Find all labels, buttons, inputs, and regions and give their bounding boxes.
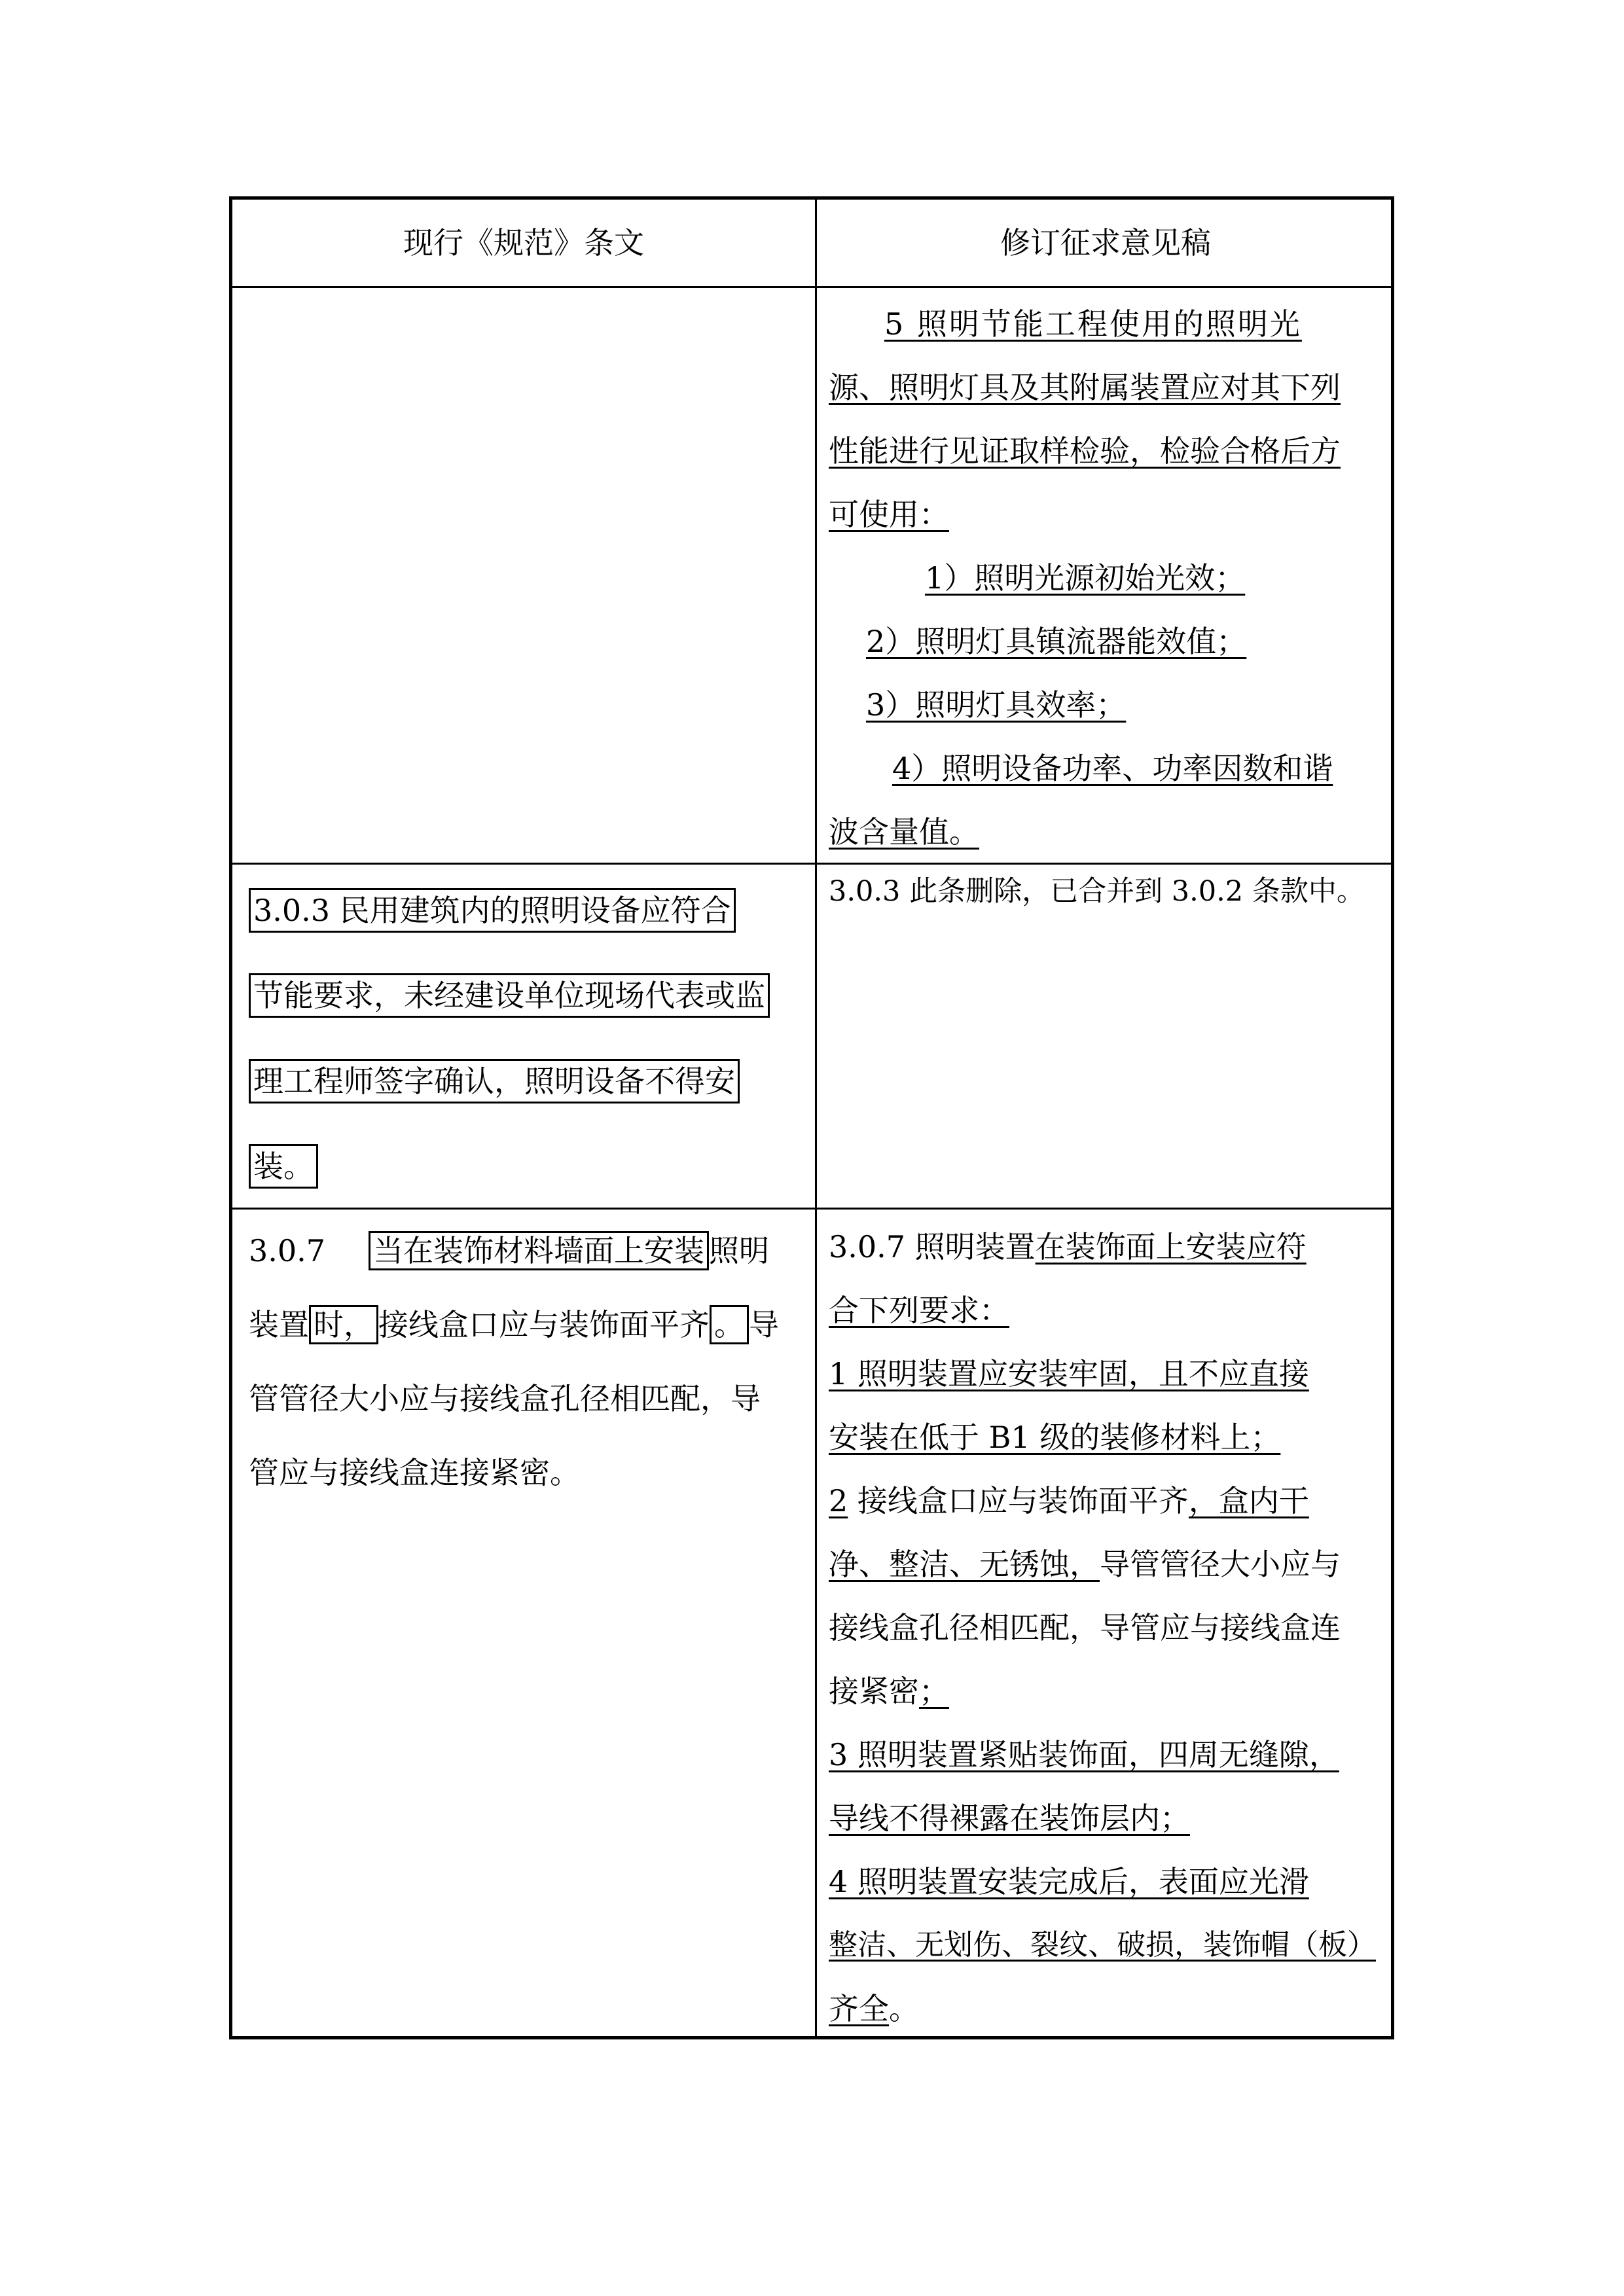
- row3-right-underlined: 在装饰面上安装应符: [1035, 1229, 1307, 1265]
- header-left: 现行《规范》条文: [403, 225, 644, 260]
- row1-line-4: 可使用：: [829, 497, 949, 532]
- row2-left-line-4: 装。: [249, 1144, 318, 1189]
- row3-right-underlined: 净、整洁、无锈蚀，: [829, 1547, 1100, 1582]
- row3-right-line-7: 接线盒孔径相匹配，导管应与接线盒连: [829, 1610, 1341, 1645]
- row2-left-cell: [232, 865, 815, 1208]
- row3-left-line-4: 管应与接线盒连接紧密。: [249, 1455, 580, 1490]
- row3-left-line-1: [249, 1230, 769, 1271]
- row3-right-line-12: 整洁、无划伤、裂纹、破损，装饰帽（板）: [829, 1928, 1376, 1962]
- row1-line-8: 4）照明设备功率、功率因数和谐: [892, 751, 1333, 786]
- row2-left-line-2: 节能要求，未经建设单位现场代表或监: [249, 973, 770, 1018]
- row3-right-underlined: 齐全: [829, 1991, 889, 2026]
- row1-right-cell: [817, 288, 1394, 863]
- row3-left-boxed-phrase: 。: [710, 1305, 749, 1344]
- row2-right-cell: [817, 865, 1394, 1208]
- row2-right-text: 3.0.3 此条删除，已合并到 3.0.2 条款中。: [829, 875, 1365, 908]
- row3-left-boxed-phrase: 当在装饰材料墙面上安装: [369, 1231, 709, 1270]
- row3-left-clause-number: 3.0.7: [249, 1233, 326, 1268]
- row3-right-line-8: [829, 1671, 949, 1712]
- row3-right-underlined: ，盒内干: [1188, 1483, 1309, 1518]
- row3-right-line-1: [829, 1227, 1307, 1267]
- row3-right-line-13: [829, 1988, 919, 2029]
- row3-right-text: 。: [889, 1991, 919, 2026]
- row3-left-cell: [232, 1210, 815, 2039]
- row3-left-line-2: [249, 1304, 779, 1345]
- row3-right-line-2: 合下列要求：: [829, 1293, 1009, 1328]
- row2-left-line-1: 3.0.3 民用建筑内的照明设备应符合: [249, 888, 736, 933]
- row3-right-line-4: 安装在低于 B1 级的装修材料上；: [829, 1420, 1281, 1455]
- row3-right-line-9: 3 照明装置紧贴装饰面，四周无缝隙，: [829, 1737, 1339, 1772]
- row3-right-line-10: 导线不得裸露在装饰层内；: [829, 1801, 1190, 1836]
- row3-right-underlined: 2: [829, 1483, 848, 1518]
- row3-right-text: 3.0.7 照明装置: [829, 1229, 1036, 1265]
- row3-right-text: 接紧密: [829, 1674, 919, 1709]
- row1-line-5: 1）照明光源初始光效；: [925, 560, 1246, 596]
- row3-left-boxed-phrase: 时，: [309, 1305, 378, 1344]
- row2-left-line-3: 理工程师签字确认，照明设备不得安: [249, 1059, 740, 1103]
- row3-left-text: 装置: [249, 1307, 309, 1342]
- row3-left-text: 导: [749, 1307, 779, 1342]
- row1-line-3: 性能进行见证取样检验，检验合格后方: [829, 433, 1341, 469]
- row3-right-line-11: 4 照明装置安装完成后，表面应光滑: [829, 1864, 1309, 1899]
- row3-left-text: 照明: [709, 1233, 770, 1268]
- row3-right-text: 导管管径大小应与: [1100, 1547, 1341, 1582]
- row3-right-underlined: ；: [919, 1674, 949, 1709]
- row3-right-cell: [817, 1210, 1394, 2039]
- row1-line-1: 5 照明节能工程使用的照明光: [884, 306, 1302, 342]
- row3-right-text: 接线盒口应与装饰面平齐: [848, 1483, 1189, 1518]
- row1-line-7: 3）照明灯具效率；: [866, 687, 1127, 723]
- row1-line-9: 波含量值。: [829, 814, 979, 850]
- row3-right-line-6: [829, 1544, 1341, 1585]
- row3-left-line-3: 管管径大小应与接线盒孔径相匹配，导: [249, 1381, 761, 1416]
- row3-right-line-5: [829, 1480, 1309, 1521]
- row3-left-text: 接线盒口应与装饰面平齐: [378, 1307, 710, 1342]
- header-right: 修订征求意见稿: [1000, 225, 1211, 260]
- row3-right-line-3: 1 照明装置应安装牢固，且不应直接: [829, 1356, 1309, 1391]
- row1-line-6: 2）照明灯具镇流器能效值；: [866, 624, 1247, 659]
- row1-line-2: 源、照明灯具及其附属装置应对其下列: [829, 370, 1341, 405]
- comparison-table: [229, 196, 1394, 2039]
